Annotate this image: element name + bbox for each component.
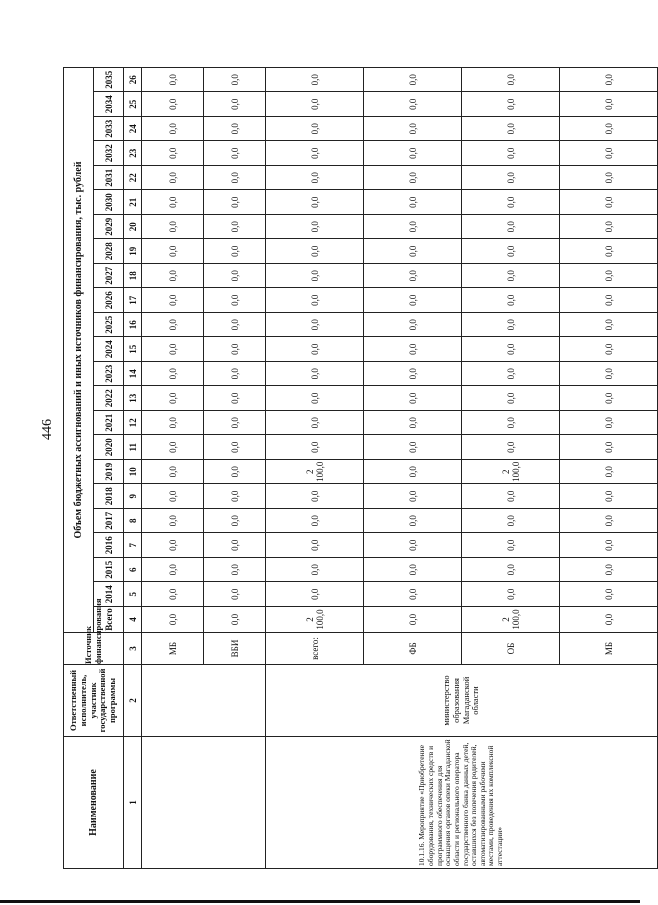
value-cell: 0,0 bbox=[204, 141, 266, 166]
source-cell: всего: bbox=[266, 633, 364, 665]
value-cell: 0,0 bbox=[364, 411, 462, 436]
value-cell: 2 100,0 bbox=[266, 607, 364, 633]
measure-executor: министерство образования Магаданской области bbox=[266, 665, 658, 737]
value-cell: 0,0 bbox=[462, 215, 560, 240]
source-cell: ВБИ bbox=[204, 633, 266, 665]
value-cell: 0,0 bbox=[266, 264, 364, 289]
value-cell: 0,0 bbox=[364, 215, 462, 240]
value-cell: 0,0 bbox=[364, 239, 462, 264]
column-number: 11 bbox=[124, 435, 142, 460]
value-cell: 0,0 bbox=[462, 533, 560, 558]
header-year: 2016 bbox=[94, 533, 124, 558]
column-number: 22 bbox=[124, 166, 142, 191]
header-year: 2025 bbox=[94, 313, 124, 338]
table-frame bbox=[63, 67, 627, 869]
column-number: 8 bbox=[124, 509, 142, 534]
value-cell: 0,0 bbox=[560, 264, 658, 289]
value-cell: 0,0 bbox=[462, 362, 560, 387]
value-cell: 0,0 bbox=[560, 215, 658, 240]
value-cell: 0,0 bbox=[462, 558, 560, 583]
column-number: 5 bbox=[124, 582, 142, 607]
source-cell: ОБ bbox=[462, 633, 560, 665]
value-cell: 0,0 bbox=[266, 362, 364, 387]
value-cell: 0,0 bbox=[560, 607, 658, 633]
column-number: 13 bbox=[124, 386, 142, 411]
value-cell: 0,0 bbox=[560, 141, 658, 166]
value-cell: 0,0 bbox=[204, 337, 266, 362]
value-cell: 0,0 bbox=[204, 288, 266, 313]
header-executor: Ответственный исполнитель, участник государственной программы bbox=[64, 665, 124, 737]
value-cell: 0,0 bbox=[364, 607, 462, 633]
header-year: 2033 bbox=[94, 117, 124, 142]
financing-table bbox=[63, 67, 658, 869]
value-cell: 0,0 bbox=[142, 411, 204, 436]
header-year: 2035 bbox=[94, 68, 124, 93]
value-cell: 0,0 bbox=[462, 484, 560, 509]
value-cell: 0,0 bbox=[142, 509, 204, 534]
source-cell: ФБ bbox=[364, 633, 462, 665]
value-cell: 0,0 bbox=[560, 533, 658, 558]
value-cell: 0,0 bbox=[560, 386, 658, 411]
measure-name: 10.1.16. Мероприятие «Приобретение оборудования, технических средств и программного обеспечения для оснащения органов опеки Магаданской области и регионального оператора государственного банка данных детей, оставшихся без попечения родителей, автоматизированными рабочими местами, проведения их комплексной аттестации» bbox=[266, 737, 658, 869]
value-cell: 0,0 bbox=[462, 509, 560, 534]
column-number: 19 bbox=[124, 239, 142, 264]
value-cell: 0,0 bbox=[266, 582, 364, 607]
value-cell: 0,0 bbox=[560, 411, 658, 436]
header-year: 2017 bbox=[94, 509, 124, 534]
value-cell: 0,0 bbox=[204, 117, 266, 142]
value-cell: 0,0 bbox=[266, 558, 364, 583]
value-cell: 0,0 bbox=[462, 582, 560, 607]
header-year: 2029 bbox=[94, 215, 124, 240]
value-cell: 0,0 bbox=[142, 239, 204, 264]
column-number: 4 bbox=[124, 607, 142, 633]
column-number: 24 bbox=[124, 117, 142, 142]
value-cell: 0,0 bbox=[364, 484, 462, 509]
value-cell: 0,0 bbox=[266, 386, 364, 411]
header-year: 2034 bbox=[94, 92, 124, 117]
value-cell: 0,0 bbox=[364, 92, 462, 117]
column-number: 15 bbox=[124, 337, 142, 362]
value-cell: 0,0 bbox=[142, 141, 204, 166]
value-cell: 0,0 bbox=[462, 68, 560, 93]
value-cell: 0,0 bbox=[462, 264, 560, 289]
value-cell: 0,0 bbox=[142, 558, 204, 583]
value-cell: 0,0 bbox=[266, 239, 364, 264]
value-cell: 2 100,0 bbox=[462, 607, 560, 633]
header-year: 2026 bbox=[94, 288, 124, 313]
value-cell: 0,0 bbox=[560, 484, 658, 509]
value-cell: 0,0 bbox=[364, 117, 462, 142]
value-cell: 0,0 bbox=[142, 533, 204, 558]
value-cell: 0,0 bbox=[266, 509, 364, 534]
page-number: 446 bbox=[40, 419, 55, 440]
value-cell: 0,0 bbox=[462, 313, 560, 338]
value-cell: 0,0 bbox=[462, 337, 560, 362]
value-cell: 0,0 bbox=[462, 141, 560, 166]
source-cell: МБ bbox=[142, 633, 204, 665]
column-number: 26 bbox=[124, 68, 142, 93]
value-cell: 0,0 bbox=[204, 313, 266, 338]
value-cell: 0,0 bbox=[266, 533, 364, 558]
value-cell: 0,0 bbox=[266, 117, 364, 142]
value-cell: 0,0 bbox=[560, 362, 658, 387]
header-year: 2030 bbox=[94, 190, 124, 215]
bottom-rule bbox=[0, 900, 640, 903]
name-cell-prev bbox=[142, 737, 266, 869]
value-cell: 0,0 bbox=[266, 313, 364, 338]
value-cell: 0,0 bbox=[560, 190, 658, 215]
value-cell: 0,0 bbox=[560, 313, 658, 338]
value-cell: 0,0 bbox=[364, 141, 462, 166]
value-cell: 0,0 bbox=[266, 68, 364, 93]
column-number: 12 bbox=[124, 411, 142, 436]
value-cell: 0,0 bbox=[560, 68, 658, 93]
value-cell: 0,0 bbox=[560, 337, 658, 362]
value-cell: 0,0 bbox=[204, 607, 266, 633]
value-cell: 0,0 bbox=[142, 117, 204, 142]
value-cell: 0,0 bbox=[462, 288, 560, 313]
header-year: 2021 bbox=[94, 411, 124, 436]
value-cell: 0,0 bbox=[364, 288, 462, 313]
value-cell: 0,0 bbox=[266, 435, 364, 460]
value-cell: 0,0 bbox=[266, 190, 364, 215]
header-name: Наименование bbox=[64, 737, 124, 869]
value-cell: 0,0 bbox=[204, 435, 266, 460]
value-cell: 0,0 bbox=[364, 313, 462, 338]
value-cell: 0,0 bbox=[204, 484, 266, 509]
value-cell: 0,0 bbox=[560, 460, 658, 485]
value-cell: 0,0 bbox=[266, 166, 364, 191]
value-cell: 0,0 bbox=[204, 582, 266, 607]
value-cell: 0,0 bbox=[204, 558, 266, 583]
value-cell: 0,0 bbox=[266, 92, 364, 117]
header-year: 2031 bbox=[94, 166, 124, 191]
value-cell: 0,0 bbox=[142, 337, 204, 362]
value-cell: 0,0 bbox=[560, 288, 658, 313]
header-year: 2024 bbox=[94, 337, 124, 362]
column-number: 3 bbox=[124, 633, 142, 665]
value-cell: 0,0 bbox=[560, 558, 658, 583]
column-number: 16 bbox=[124, 313, 142, 338]
header-year: 2018 bbox=[94, 484, 124, 509]
value-cell: 0,0 bbox=[204, 264, 266, 289]
header-source: Источник финансирования bbox=[64, 633, 124, 665]
value-cell: 0,0 bbox=[560, 435, 658, 460]
value-cell: 0,0 bbox=[266, 215, 364, 240]
column-number: 10 bbox=[124, 460, 142, 485]
column-number: 7 bbox=[124, 533, 142, 558]
value-cell: 0,0 bbox=[560, 509, 658, 534]
value-cell: 0,0 bbox=[266, 288, 364, 313]
value-cell: 0,0 bbox=[364, 68, 462, 93]
value-cell: 0,0 bbox=[560, 166, 658, 191]
header-year: 2022 bbox=[94, 386, 124, 411]
value-cell: 0,0 bbox=[462, 239, 560, 264]
column-number: 25 bbox=[124, 92, 142, 117]
column-number: 20 bbox=[124, 215, 142, 240]
value-cell: 0,0 bbox=[266, 141, 364, 166]
value-cell: 0,0 bbox=[142, 166, 204, 191]
value-cell: 0,0 bbox=[364, 533, 462, 558]
value-cell: 0,0 bbox=[560, 117, 658, 142]
value-cell: 0,0 bbox=[560, 239, 658, 264]
value-cell: 0,0 bbox=[204, 386, 266, 411]
value-cell: 0,0 bbox=[462, 92, 560, 117]
header-year: 2020 bbox=[94, 435, 124, 460]
column-number: 17 bbox=[124, 288, 142, 313]
value-cell: 0,0 bbox=[364, 264, 462, 289]
header-year: 2019 bbox=[94, 460, 124, 485]
value-cell: 0,0 bbox=[560, 92, 658, 117]
value-cell: 0,0 bbox=[364, 362, 462, 387]
value-cell: 0,0 bbox=[204, 239, 266, 264]
value-cell: 0,0 bbox=[462, 386, 560, 411]
value-cell: 0,0 bbox=[462, 166, 560, 191]
value-cell: 0,0 bbox=[204, 362, 266, 387]
value-cell: 0,0 bbox=[204, 460, 266, 485]
header-year: 2028 bbox=[94, 239, 124, 264]
value-cell: 0,0 bbox=[364, 509, 462, 534]
column-number: 9 bbox=[124, 484, 142, 509]
value-cell: 0,0 bbox=[204, 215, 266, 240]
header-year: 2023 bbox=[94, 362, 124, 387]
value-cell: 0,0 bbox=[266, 337, 364, 362]
value-cell: 0,0 bbox=[266, 484, 364, 509]
header-year: 2032 bbox=[94, 141, 124, 166]
column-number: 2 bbox=[124, 665, 142, 737]
value-cell: 0,0 bbox=[204, 509, 266, 534]
value-cell: 2 100,0 bbox=[266, 460, 364, 485]
value-cell: 0,0 bbox=[462, 117, 560, 142]
value-cell: 0,0 bbox=[142, 313, 204, 338]
value-cell: 0,0 bbox=[364, 582, 462, 607]
value-cell: 2 100,0 bbox=[462, 460, 560, 485]
value-cell: 0,0 bbox=[462, 190, 560, 215]
value-cell: 0,0 bbox=[142, 92, 204, 117]
value-cell: 0,0 bbox=[560, 582, 658, 607]
value-cell: 0,0 bbox=[266, 411, 364, 436]
column-number: 18 bbox=[124, 264, 142, 289]
header-year: 2027 bbox=[94, 264, 124, 289]
column-number: 14 bbox=[124, 362, 142, 387]
value-cell: 0,0 bbox=[204, 166, 266, 191]
value-cell: 0,0 bbox=[142, 264, 204, 289]
value-cell: 0,0 bbox=[142, 362, 204, 387]
value-cell: 0,0 bbox=[142, 582, 204, 607]
value-cell: 0,0 bbox=[142, 435, 204, 460]
value-cell: 0,0 bbox=[364, 558, 462, 583]
value-cell: 0,0 bbox=[204, 411, 266, 436]
header-year: 2015 bbox=[94, 558, 124, 583]
value-cell: 0,0 bbox=[142, 288, 204, 313]
header-total: Всего bbox=[94, 607, 124, 633]
value-cell: 0,0 bbox=[462, 411, 560, 436]
source-cell: МБ bbox=[560, 633, 658, 665]
value-cell: 0,0 bbox=[364, 166, 462, 191]
value-cell: 0,0 bbox=[364, 190, 462, 215]
value-cell: 0,0 bbox=[204, 68, 266, 93]
value-cell: 0,0 bbox=[142, 190, 204, 215]
executor-cell-prev bbox=[142, 665, 266, 737]
value-cell: 0,0 bbox=[142, 215, 204, 240]
column-number: 6 bbox=[124, 558, 142, 583]
value-cell: 0,0 bbox=[142, 460, 204, 485]
column-number: 1 bbox=[124, 737, 142, 869]
header-year: 2014 bbox=[94, 582, 124, 607]
value-cell: 0,0 bbox=[142, 607, 204, 633]
value-cell: 0,0 bbox=[462, 435, 560, 460]
value-cell: 0,0 bbox=[364, 460, 462, 485]
column-number: 21 bbox=[124, 190, 142, 215]
value-cell: 0,0 bbox=[142, 484, 204, 509]
column-number: 23 bbox=[124, 141, 142, 166]
value-cell: 0,0 bbox=[142, 68, 204, 93]
value-cell: 0,0 bbox=[364, 337, 462, 362]
value-cell: 0,0 bbox=[204, 92, 266, 117]
value-cell: 0,0 bbox=[204, 190, 266, 215]
value-cell: 0,0 bbox=[364, 386, 462, 411]
value-cell: 0,0 bbox=[364, 435, 462, 460]
value-cell: 0,0 bbox=[142, 386, 204, 411]
header-volume: Объем бюджетных ассигнований и иных источников финансирования, тыс. рублей bbox=[64, 68, 94, 633]
value-cell: 0,0 bbox=[204, 533, 266, 558]
